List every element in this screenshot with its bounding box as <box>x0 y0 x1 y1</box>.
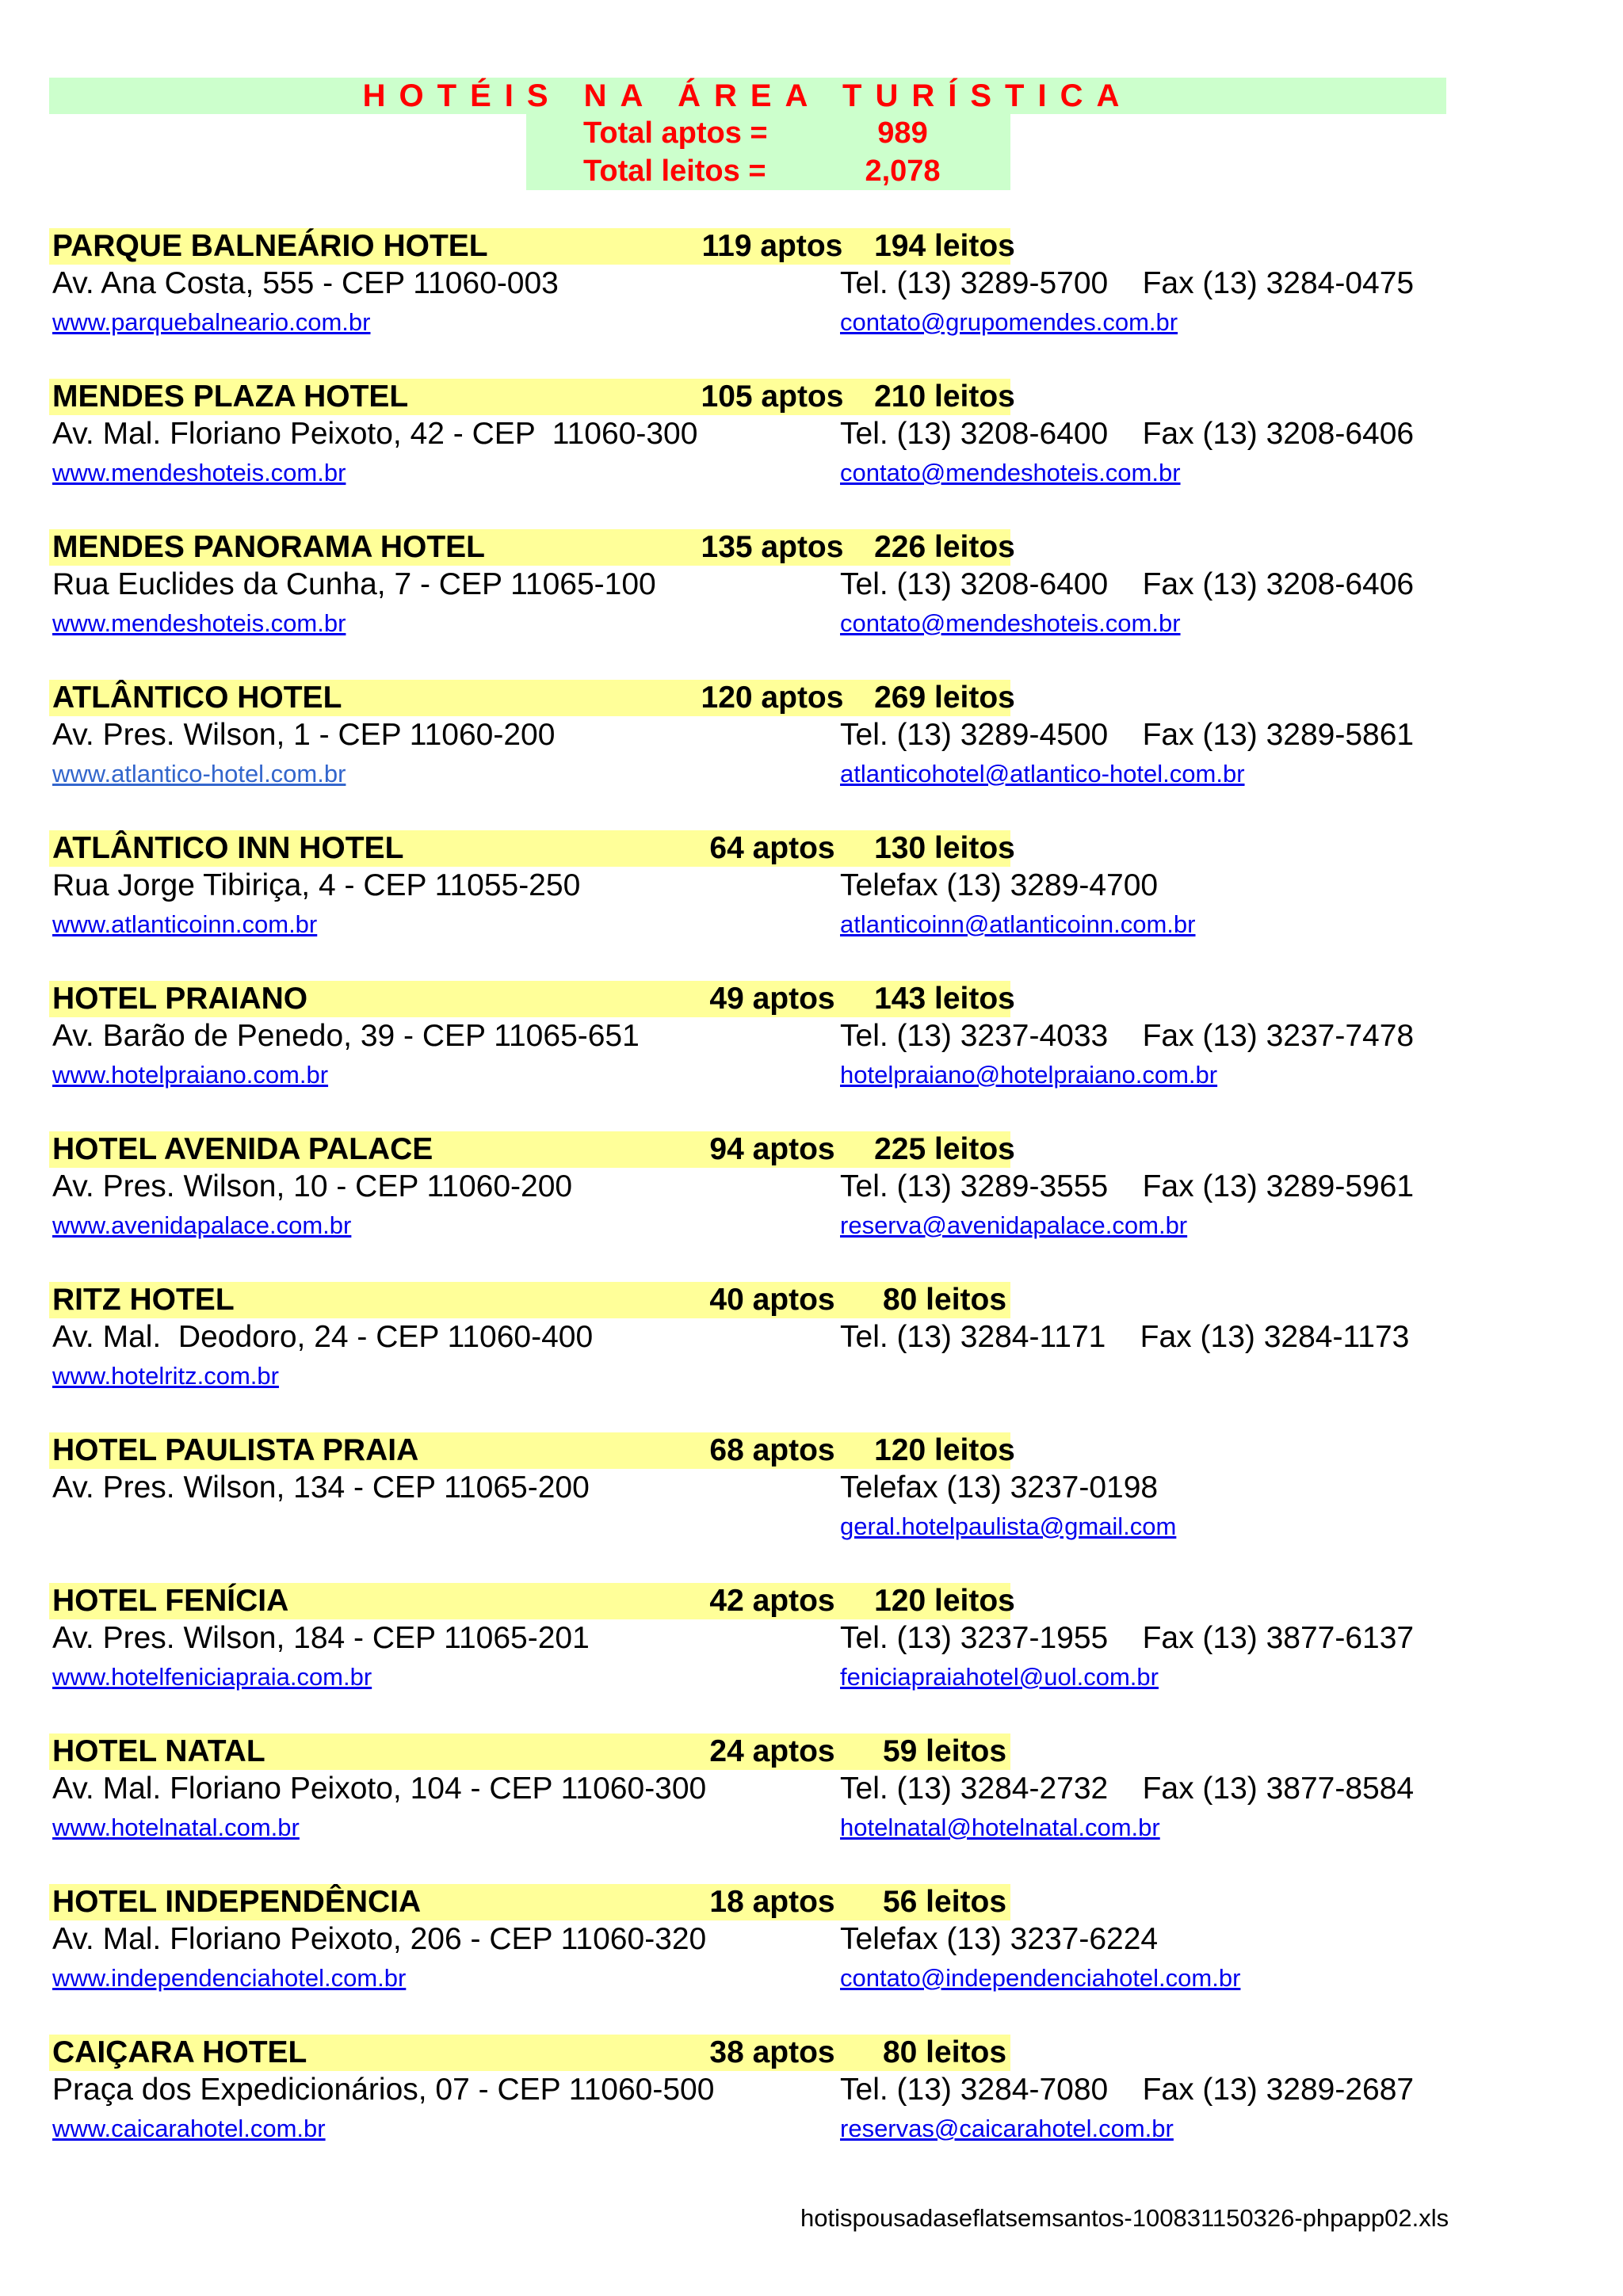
hotel-website-link[interactable]: www.caicarahotel.com.br <box>52 2115 326 2142</box>
hotel-address: Praça dos Expedicionários, 07 - CEP 11060-500 <box>52 2073 715 2107</box>
hotel-address: Av. Pres. Wilson, 10 - CEP 11060-200 <box>52 1169 573 1203</box>
hotel-address: Av. Pres. Wilson, 134 - CEP 11065-200 <box>52 1470 590 1505</box>
hotel-aptos: 49 aptos <box>709 982 835 1016</box>
hotel-website-link[interactable]: www.hotelfeniciapraia.com.br <box>52 1663 372 1691</box>
total-aptos-label: Total aptos = <box>583 116 768 150</box>
hotel-leitos: 80 leitos <box>882 2035 1007 2069</box>
hotel-name: MENDES PLAZA HOTEL <box>52 379 409 414</box>
hotel-phone: Tel. (13) 3237-1955 Fax (13) 3877-6137 <box>840 1621 1415 1655</box>
total-aptos-row <box>526 114 1010 152</box>
page-title: HOTÉIS NA ÁREA TURÍSTICA <box>362 78 1133 113</box>
hotel-leitos: 194 leitos <box>874 229 1015 263</box>
hotel-phone: Telefax (13) 3289-4700 <box>840 868 1159 902</box>
hotel-aptos: 42 aptos <box>709 1584 835 1618</box>
hotel-aptos: 135 aptos <box>701 530 844 564</box>
hotel-address: Rua Euclides da Cunha, 7 - CEP 11065-100 <box>52 567 656 601</box>
hotel-website-link[interactable]: www.avenidapalace.com.br <box>52 1211 352 1239</box>
hotel-email-link[interactable]: reservas@caicarahotel.com.br <box>840 2115 1174 2142</box>
hotel-leitos: 225 leitos <box>874 1132 1015 1166</box>
hotel-leitos: 59 leitos <box>882 1734 1007 1768</box>
hotel-leitos: 130 leitos <box>874 831 1015 865</box>
hotel-email-link[interactable]: atlanticohotel@atlantico-hotel.com.br <box>840 760 1245 788</box>
hotel-website-link[interactable]: www.atlanticoinn.com.br <box>52 910 318 938</box>
hotel-website-link[interactable]: www.parquebalneario.com.br <box>52 308 371 336</box>
hotel-email-link[interactable]: reserva@avenidapalace.com.br <box>840 1211 1188 1239</box>
hotel-name: MENDES PANORAMA HOTEL <box>52 530 485 564</box>
hotel-email-link[interactable]: feniciapraiahotel@uol.com.br <box>840 1663 1159 1691</box>
hotel-website-link[interactable]: www.independenciahotel.com.br <box>52 1964 407 1992</box>
hotel-phone: Tel. (13) 3289-4500 Fax (13) 3289-5861 <box>840 718 1415 752</box>
hotel-name: ATLÂNTICO HOTEL <box>52 681 342 715</box>
hotel-email-link[interactable]: hotelnatal@hotelnatal.com.br <box>840 1814 1160 1841</box>
hotel-aptos: 18 aptos <box>709 1885 835 1919</box>
hotel-email-link[interactable]: atlanticoinn@atlanticoinn.com.br <box>840 910 1196 938</box>
hotel-entry <box>49 830 1428 981</box>
hotel-website-link[interactable]: www.hotelritz.com.br <box>52 1362 279 1390</box>
hotel-name: HOTEL INDEPENDÊNCIA <box>52 1885 422 1919</box>
total-leitos-value: 2,078 <box>865 154 941 188</box>
hotel-entry <box>49 1131 1428 1282</box>
hotel-aptos: 40 aptos <box>709 1283 835 1317</box>
hotel-phone: Tel. (13) 3237-4033 Fax (13) 3237-7478 <box>840 1019 1415 1053</box>
total-aptos-value: 989 <box>877 116 928 150</box>
hotel-leitos: 269 leitos <box>874 681 1015 715</box>
hotel-address: Rua Jorge Tibiriça, 4 - CEP 11055-250 <box>52 868 581 902</box>
hotel-website-link[interactable]: www.atlantico-hotel.com.br <box>52 760 346 788</box>
hotel-address: Av. Mal. Floriano Peixoto, 42 - CEP 11060-300 <box>52 417 698 451</box>
hotel-leitos: 120 leitos <box>874 1433 1015 1467</box>
hotel-entry <box>49 981 1428 1131</box>
hotel-aptos: 68 aptos <box>709 1433 835 1467</box>
hotel-entry <box>49 2035 1428 2185</box>
hotel-phone: Tel. (13) 3289-3555 Fax (13) 3289-5961 <box>840 1169 1415 1203</box>
hotel-email-link[interactable]: hotelpraiano@hotelpraiano.com.br <box>840 1061 1218 1089</box>
hotel-email-link[interactable]: contato@independenciahotel.com.br <box>840 1964 1241 1992</box>
hotel-address: Av. Mal. Deodoro, 24 - CEP 11060-400 <box>52 1320 594 1354</box>
hotel-aptos: 94 aptos <box>709 1132 835 1166</box>
hotel-name: HOTEL PRAIANO <box>52 982 308 1016</box>
hotel-address: Av. Pres. Wilson, 184 - CEP 11065-201 <box>52 1621 590 1655</box>
hotel-aptos: 64 aptos <box>709 831 835 865</box>
hotel-address: Av. Ana Costa, 555 - CEP 11060-003 <box>52 266 559 300</box>
hotel-website-link[interactable]: www.hotelnatal.com.br <box>52 1814 300 1841</box>
hotel-leitos: 226 leitos <box>874 530 1015 564</box>
hotel-phone: Tel. (13) 3284-2732 Fax (13) 3877-8584 <box>840 1772 1415 1806</box>
hotel-leitos: 210 leitos <box>874 379 1015 414</box>
hotel-phone: Telefax (13) 3237-0198 <box>840 1470 1159 1505</box>
hotel-name: ATLÂNTICO INN HOTEL <box>52 831 404 865</box>
hotel-leitos: 143 leitos <box>874 982 1015 1016</box>
hotel-email-link[interactable]: geral.hotelpaulista@gmail.com <box>840 1512 1177 1540</box>
hotel-entry <box>49 1884 1428 2035</box>
hotel-name: RITZ HOTEL <box>52 1283 235 1317</box>
hotel-leitos: 120 leitos <box>874 1584 1015 1618</box>
hotel-phone: Tel. (13) 3284-1171 Fax (13) 3284-1173 <box>840 1320 1410 1354</box>
hotel-email-link[interactable]: contato@grupomendes.com.br <box>840 308 1178 336</box>
hotel-leitos: 56 leitos <box>882 1885 1007 1919</box>
footer-filename: hotispousadaseflatsemsantos-100831150326-phpapp02.xls <box>800 2204 1449 2232</box>
hotel-aptos: 120 aptos <box>701 681 844 715</box>
total-leitos-label: Total leitos = <box>583 154 766 188</box>
hotel-phone: Tel. (13) 3208-6400 Fax (13) 3208-6406 <box>840 567 1415 601</box>
hotel-entry <box>49 1583 1428 1733</box>
hotel-phone: Tel. (13) 3284-7080 Fax (13) 3289-2687 <box>840 2073 1415 2107</box>
totals-box <box>526 114 1010 190</box>
hotel-phone: Tel. (13) 3208-6400 Fax (13) 3208-6406 <box>840 417 1415 451</box>
hotel-entry <box>49 379 1428 529</box>
hotel-entry <box>49 228 1428 379</box>
hotel-leitos: 80 leitos <box>882 1283 1007 1317</box>
hotel-entry <box>49 1733 1428 1884</box>
hotel-name: HOTEL NATAL <box>52 1734 265 1768</box>
hotel-aptos: 119 aptos <box>701 229 843 263</box>
hotel-website-link[interactable]: www.hotelpraiano.com.br <box>52 1061 329 1089</box>
hotel-entry <box>49 1432 1428 1583</box>
hotel-address: Av. Mal. Floriano Peixoto, 206 - CEP 11060-320 <box>52 1922 707 1956</box>
hotel-entry <box>49 680 1428 830</box>
hotel-aptos: 24 aptos <box>709 1734 835 1768</box>
total-leitos-row <box>526 152 1010 190</box>
hotel-email-link[interactable]: contato@mendeshoteis.com.br <box>840 459 1181 486</box>
hotel-name: HOTEL PAULISTA PRAIA <box>52 1433 419 1467</box>
hotel-phone: Telefax (13) 3237-6224 <box>840 1922 1159 1956</box>
hotel-address: Av. Barão de Penedo, 39 - CEP 11065-651 <box>52 1019 640 1053</box>
hotel-website-link[interactable]: www.mendeshoteis.com.br <box>52 609 346 637</box>
hotel-email-link[interactable]: contato@mendeshoteis.com.br <box>840 609 1181 637</box>
hotel-entry <box>49 1282 1428 1432</box>
hotel-phone: Tel. (13) 3289-5700 Fax (13) 3284-0475 <box>840 266 1415 300</box>
hotel-aptos: 105 aptos <box>701 379 844 414</box>
hotel-website-link[interactable]: www.mendeshoteis.com.br <box>52 459 346 486</box>
hotel-aptos: 38 aptos <box>709 2035 835 2069</box>
hotel-entry <box>49 529 1428 680</box>
hotel-name: PARQUE BALNEÁRIO HOTEL <box>52 229 488 263</box>
hotel-name: HOTEL AVENIDA PALACE <box>52 1132 433 1166</box>
hotel-name: CAIÇARA HOTEL <box>52 2035 307 2069</box>
hotel-name: HOTEL FENÍCIA <box>52 1584 289 1618</box>
hotel-address: Av. Pres. Wilson, 1 - CEP 11060-200 <box>52 718 556 752</box>
hotel-address: Av. Mal. Floriano Peixoto, 104 - CEP 11060-300 <box>52 1772 707 1806</box>
